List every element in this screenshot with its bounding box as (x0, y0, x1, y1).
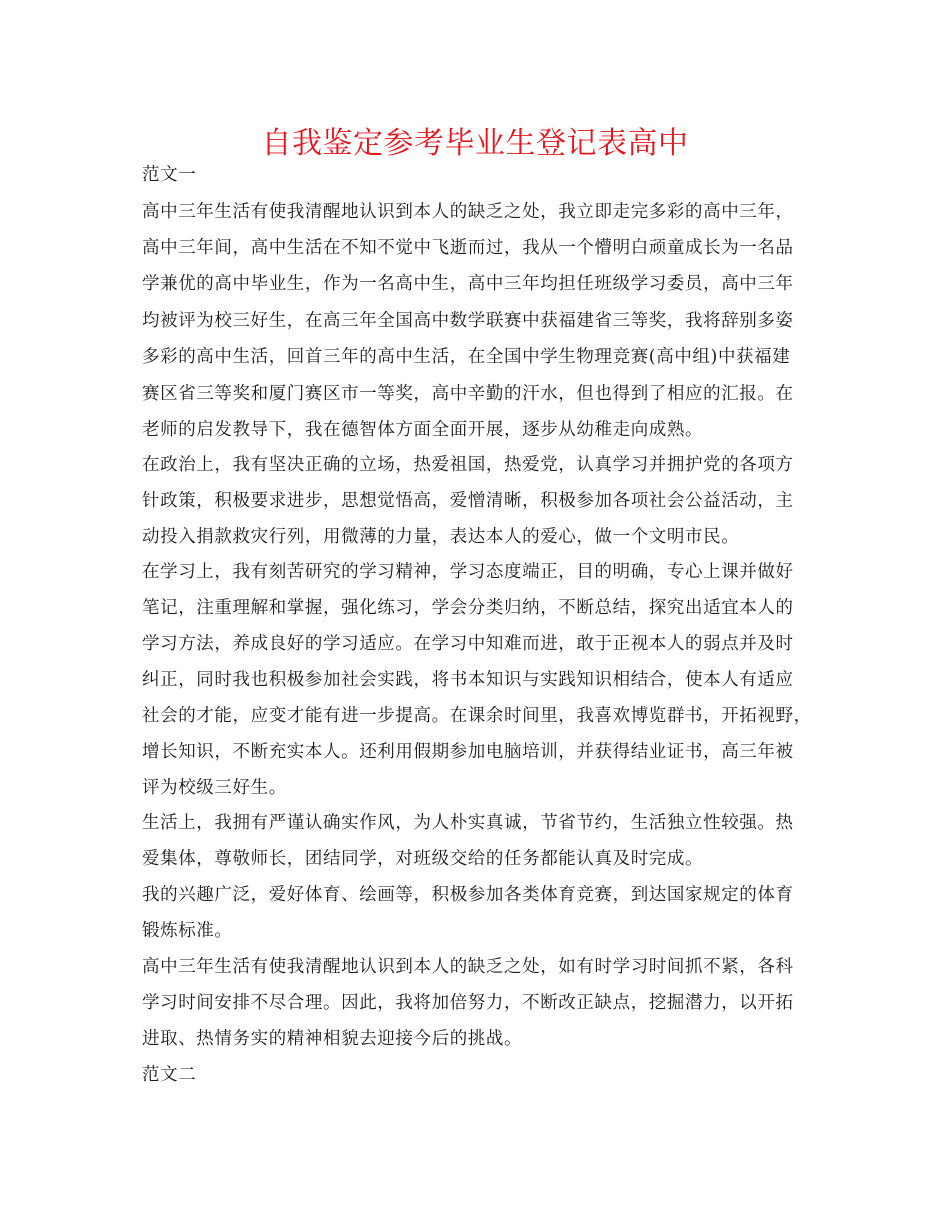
text-line: 均被评为校三好生，在高三年全国高中数学联赛中获福建省三等奖，我将辞别多姿 (142, 311, 794, 331)
text-line: 在学习上，我有刻苦研究的学习精神，学习态度端正，目的明确，专心上课并做好 (142, 562, 794, 582)
text-line: 针政策，积极要求进步，思想觉悟高，爱憎清晰，积极参加各项社会公益活动，主 (142, 491, 794, 511)
text-line: 笔记，注重理解和掌握，强化练习，学会分类归纳，不断总结，探究出适宜本人的 (142, 598, 794, 618)
text-line: 我的兴趣广泛，爱好体育、绘画等，积极参加各类体育竞赛，到达国家规定的体育 (142, 885, 794, 905)
text-line: 在政治上，我有坚决正确的立场，热爱祖国，热爱党，认真学习并拥护党的各项方 (142, 455, 794, 475)
document-title: 自我鉴定参考毕业生登记表高中 (261, 126, 689, 161)
text-line: 评为校级三好生。 (142, 778, 287, 798)
text-line: 社会的才能，应变才能有进一步提高。在课余时间里，我喜欢博览群书，开拓视野， (142, 706, 812, 726)
text-line: 高中三年间，高中生活在不知不觉中飞逝而过，我从一个懵明白顽童成长为一名品 (142, 238, 794, 258)
text-line: 范文二 (142, 1065, 197, 1085)
text-line: 多彩的高中生活，回首三年的高中生活，在全国中学生物理竞赛(高中组)中获福建 (142, 347, 791, 367)
text-line: 高中三年生活有使我清醒地认识到本人的缺乏之处，我立即走完多彩的高中三年， (142, 202, 794, 222)
text-line: 学习时间安排不尽合理。因此，我将加倍努力，不断改正缺点，挖掘潜力，以开拓 (142, 993, 794, 1013)
text-line: 增长知识，不断充实本人。还利用假期参加电脑培训，并获得结业证书，高三年被 (142, 742, 794, 762)
text-line: 生活上，我拥有严谨认确实作风，为人朴实真诚，节省节约，生活独立性较强。热 (142, 813, 794, 833)
text-line: 爱集体，尊敬师长，团结同学，对班级交给的任务都能认真及时完成。 (142, 849, 704, 869)
text-line: 动投入捐款救灾行列，用微薄的力量，表达本人的爱心，做一个文明市民。 (142, 527, 740, 547)
text-line: 学习方法，养成良好的学习适应。在学习中知难而进，敢于正视本人的弱点并及时 (142, 634, 794, 654)
text-line: 进取、热情务实的精神相貌去迎接今后的挑战。 (142, 1029, 523, 1049)
text-line: 赛区省三等奖和厦门赛区市一等奖，高中辛勤的汗水，但也得到了相应的汇报。在 (142, 384, 794, 404)
text-line: 锻炼标准。 (142, 921, 233, 941)
text-line: 纠正，同时我也积极参加社会实践，将书本知识与实践知识相结合，使本人有适应 (142, 670, 794, 690)
text-line: 老师的启发教导下，我在德智体方面全面开展，逐步从幼稚走向成熟。 (142, 420, 704, 440)
text-line: 学兼优的高中毕业生，作为一名高中生，高中三年均担任班级学习委员，高中三年 (142, 274, 794, 294)
text-line: 高中三年生活有使我清醒地认识到本人的缺乏之处，如有时学习时间抓不紧，各科 (142, 957, 794, 977)
text-line: 范文一 (142, 165, 197, 185)
